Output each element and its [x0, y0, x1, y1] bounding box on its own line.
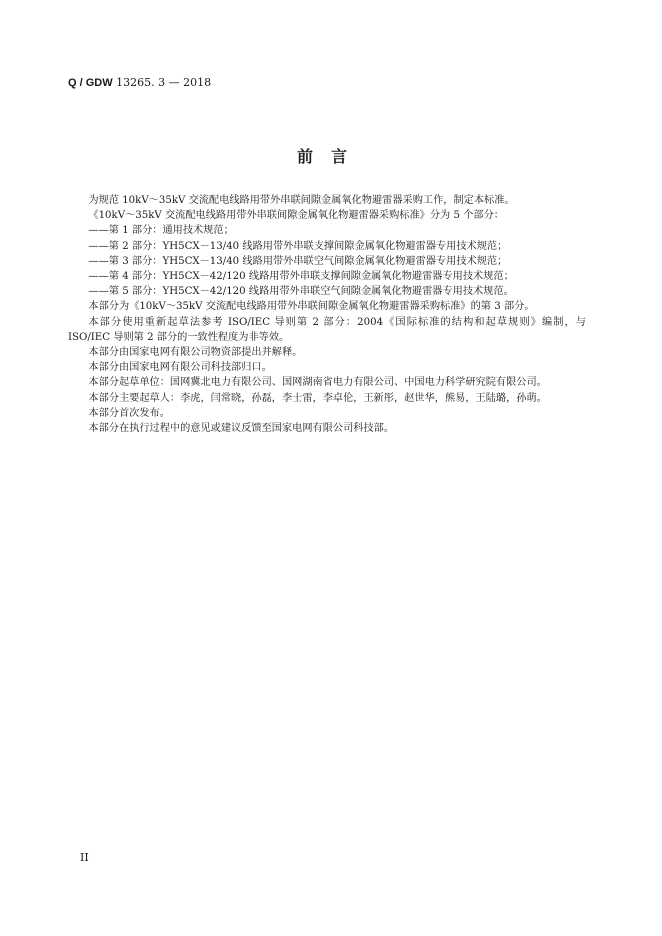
page-title: 前言: [296, 147, 365, 166]
paragraph: 本部分在执行过程中的意见或建议反馈至国家电网有限公司科技部。: [88, 423, 395, 435]
foreword-body: [68, 193, 586, 436]
list-item: ——第 2 部分：YH5CX－13/40 线路用带外串联支撑间隙金属氧化物避雷器专用技术规范；: [88, 240, 508, 252]
paragraph: 《10kV～35kV 交流配电线路用带外串联间隙金属氧化物避雷器采购标准》分为 5 个部分：: [88, 210, 504, 222]
document-code: [68, 76, 211, 89]
paragraph: 本部分首次发布。: [88, 407, 170, 419]
list-item: ——第 3 部分：YH5CX－13/40 线路用带外串联空气间隙金属氧化物避雷器专用技术规范；: [88, 255, 508, 267]
paragraph: 本部分由国家电网有限公司物资部提出并解释。: [88, 347, 303, 359]
paragraph: 为规范 10kV～35kV 交流配电线路用带外串联间隙金属氧化物避雷器采购工作，制定本标准。: [88, 195, 515, 206]
list-item: ——第 4 部分：YH5CX－42/120 线路用带外串联支撑间隙金属氧化物避雷器专用技术规范；: [88, 271, 514, 283]
page-number: II: [80, 851, 89, 864]
paragraph: 本部分由国家电网有限公司科技部归口。: [88, 362, 272, 374]
standard-prefix: Q / GDW: [68, 77, 113, 89]
paragraph: 本部分起草单位：国网冀北电力有限公司、国网湖南省电力有限公司、中国电力科学研究院有限公司。: [88, 377, 547, 389]
paragraph: 本部分为《10kV～35kV 交流配电线路用带外串联间隙金属氧化物避雷器采购标准》的第 3 部分。: [88, 301, 535, 313]
list-item: ——第 1 部分：通用技术规范；: [88, 225, 234, 237]
list-item: ——第 5 部分：YH5CX－42/120 线路用带外串联空气间隙金属氧化物避雷器专用技术规范。: [88, 286, 514, 298]
standard-number: 13265. 3 — 2018: [116, 76, 212, 89]
paragraph: 本部分主要起草人：李虎，闫常晓，孙磊，李士雷，李卓伦，王新彤，赵世华，熊易，王陆璐，孙萌。: [88, 392, 547, 404]
paragraph: 本部分使用重新起草法参考 ISO/IEC 导则第 2 部分：2004《国际标准的结构和起草规则》编制，与 ISO/IEC 导则第 2 部分的一致性程度为非等效。: [68, 316, 586, 343]
